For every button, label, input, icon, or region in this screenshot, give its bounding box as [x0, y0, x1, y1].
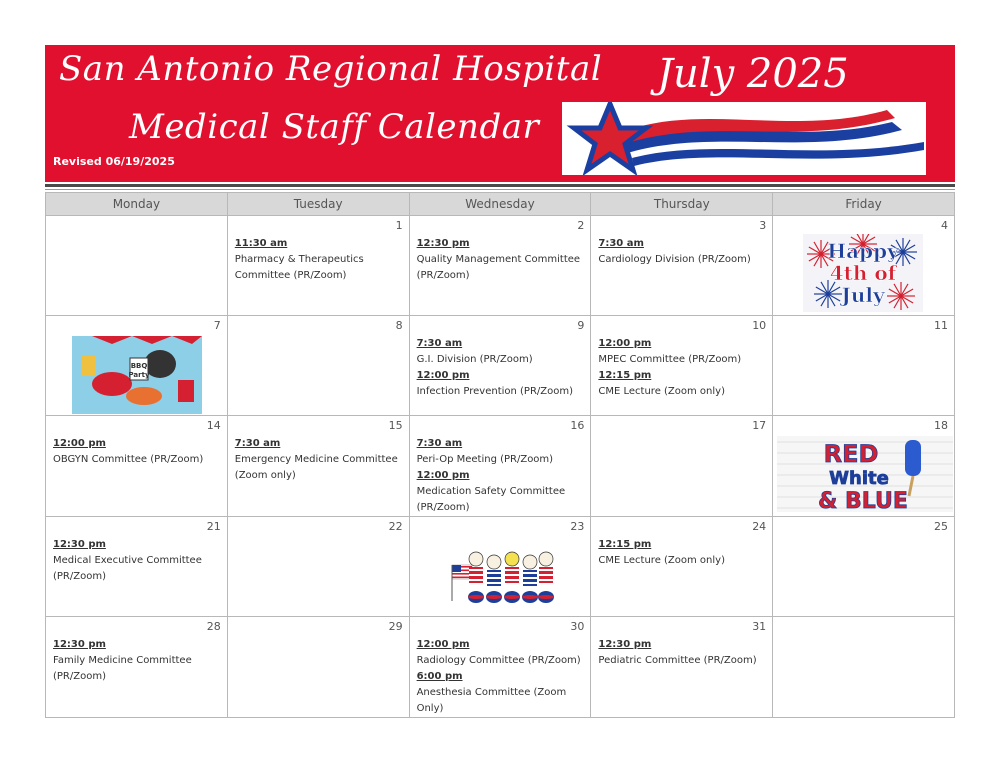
event-title: Emergency Medicine Committee (Zoom only)	[234, 454, 398, 481]
day-cell[interactable]	[409, 316, 591, 416]
day-cell[interactable]	[591, 517, 773, 617]
event-title: MPEC Committee (PR/Zoom)	[598, 354, 742, 365]
hospital-name: San Antonio Regional Hospital	[59, 49, 603, 89]
week-row	[46, 316, 955, 416]
peanuts-parade-image	[450, 547, 554, 613]
event-list	[228, 216, 409, 284]
svg-text:White: White	[829, 468, 890, 489]
day-cell[interactable]	[46, 316, 228, 416]
day-number: 7	[213, 319, 221, 332]
day-number: 22	[388, 520, 403, 533]
day-number: 2	[577, 219, 585, 232]
day-cell[interactable]	[227, 416, 409, 517]
day-number: 10	[752, 319, 767, 332]
header-divider-thin	[45, 189, 955, 190]
day-number: 8	[395, 319, 403, 332]
day-cell[interactable]	[46, 416, 228, 517]
day-number: 9	[577, 319, 585, 332]
header-divider	[45, 184, 955, 187]
day-number: 11	[934, 319, 948, 332]
event-time: 12:00 pm	[416, 370, 470, 381]
event-list	[410, 617, 591, 717]
event-time: 6:00 pm	[416, 671, 463, 682]
day-number: 21	[206, 520, 221, 533]
svg-text:July: July	[841, 283, 885, 307]
day-cell[interactable]	[227, 316, 409, 416]
event-list	[591, 316, 772, 400]
happy-4th-of-july-image	[803, 234, 923, 316]
day-cell[interactable]	[591, 617, 773, 718]
weekday-header: Friday	[773, 193, 955, 216]
day-number: 15	[388, 419, 403, 432]
day-cell[interactable]	[591, 216, 773, 316]
event-time: 12:00 pm	[416, 639, 470, 650]
day-number: 18	[934, 419, 948, 432]
calendar-title: Medical Staff Calendar	[129, 107, 540, 147]
day-cell[interactable]	[46, 617, 228, 718]
event-time: 12:30 pm	[53, 639, 106, 650]
day-number: 28	[206, 620, 221, 633]
week-row	[46, 216, 955, 316]
event-time: 7:30 am	[234, 438, 281, 449]
month-title: July 2025	[657, 51, 849, 97]
event-list	[591, 517, 772, 569]
event-time: 7:30 am	[416, 438, 463, 449]
day-cell[interactable]	[773, 416, 955, 517]
day-cell[interactable]	[409, 617, 591, 718]
event-time: 11:30 am	[234, 238, 288, 249]
day-number: 25	[934, 520, 948, 533]
event-list	[228, 416, 409, 484]
event-title: CME Lecture (Zoom only)	[598, 555, 725, 566]
event-list	[46, 617, 227, 685]
day-cell[interactable]	[773, 316, 955, 416]
day-number: 4	[941, 219, 948, 232]
header-banner	[45, 45, 955, 182]
revised-date: Revised 06/19/2025	[53, 155, 175, 168]
svg-text:4th of: 4th of	[829, 261, 897, 285]
event-title: Medication Safety Committee (PR/Zoom)	[416, 486, 566, 513]
event-list	[591, 216, 772, 268]
svg-text:BBQ: BBQ	[130, 362, 148, 370]
event-title: Anesthesia Committee (Zoom Only)	[416, 687, 567, 714]
weekday-header: Thursday	[591, 193, 773, 216]
event-title: Pharmacy & Therapeutics Committee (PR/Zoom)	[234, 254, 364, 281]
day-number: 23	[570, 520, 585, 533]
day-cell[interactable]	[591, 316, 773, 416]
weekday-header-row	[46, 193, 955, 216]
weekday-header: Wednesday	[409, 193, 591, 216]
day-number: 1	[395, 219, 403, 232]
day-cell[interactable]	[591, 416, 773, 517]
day-number: 16	[570, 419, 585, 432]
star-flag-banner-image	[562, 102, 926, 175]
week-row	[46, 517, 955, 617]
day-number: 3	[759, 219, 767, 232]
day-cell[interactable]	[409, 416, 591, 517]
day-cell[interactable]	[409, 216, 591, 316]
event-title: G.I. Division (PR/Zoom)	[416, 354, 533, 365]
event-time: 12:30 pm	[598, 639, 652, 650]
event-time: 12:00 pm	[416, 470, 470, 481]
svg-text:Party: Party	[128, 371, 150, 379]
svg-text:Happy: Happy	[827, 239, 899, 263]
event-time: 7:30 am	[416, 338, 463, 349]
event-list	[410, 216, 591, 284]
day-cell[interactable]	[773, 617, 955, 718]
event-time: 12:30 pm	[53, 539, 106, 550]
event-list	[410, 316, 591, 400]
day-cell[interactable]	[46, 517, 228, 617]
calendar-grid	[45, 192, 955, 718]
event-time: 12:15 pm	[598, 539, 652, 550]
day-number: 31	[752, 620, 767, 633]
day-number: 14	[206, 419, 221, 432]
event-title: Cardiology Division (PR/Zoom)	[598, 254, 751, 265]
day-number: 17	[752, 419, 767, 432]
day-cell[interactable]	[773, 216, 955, 316]
event-title: Peri-Op Meeting (PR/Zoom)	[416, 454, 554, 465]
svg-text:RED: RED	[823, 440, 879, 468]
day-cell[interactable]	[46, 216, 228, 316]
week-row	[46, 416, 955, 517]
event-time: 12:30 pm	[416, 238, 470, 249]
event-list	[46, 416, 227, 468]
bbq-party-image	[72, 336, 202, 418]
day-cell[interactable]	[227, 517, 409, 617]
event-time: 7:30 am	[598, 238, 644, 249]
day-cell[interactable]	[773, 517, 955, 617]
event-time: 12:00 pm	[53, 438, 106, 449]
event-list	[410, 416, 591, 516]
event-title: Pediatric Committee (PR/Zoom)	[598, 655, 757, 666]
event-title: Quality Management Committee (PR/Zoom)	[416, 254, 581, 281]
week-row	[46, 617, 955, 718]
event-time: 12:15 pm	[598, 370, 652, 381]
event-title: Infection Prevention (PR/Zoom)	[416, 386, 574, 397]
svg-text:& BLUE: & BLUE	[818, 489, 909, 512]
event-list	[591, 617, 772, 669]
event-time: 12:00 pm	[598, 338, 652, 349]
event-title: Medical Executive Committee (PR/Zoom)	[53, 555, 202, 582]
event-title: Radiology Committee (PR/Zoom)	[416, 655, 581, 666]
event-title: Family Medicine Committee (PR/Zoom)	[53, 655, 192, 682]
day-number: 24	[752, 520, 767, 533]
day-cell[interactable]	[409, 517, 591, 617]
red-white-blue-image	[777, 436, 953, 516]
day-cell[interactable]	[227, 617, 409, 718]
day-cell[interactable]	[227, 216, 409, 316]
event-title: CME Lecture (Zoom only)	[598, 386, 725, 397]
day-number: 30	[570, 620, 585, 633]
day-number: 29	[388, 620, 403, 633]
weekday-header: Tuesday	[227, 193, 409, 216]
weekday-header: Monday	[46, 193, 228, 216]
event-title: OBGYN Committee (PR/Zoom)	[53, 454, 204, 465]
event-list	[46, 517, 227, 585]
